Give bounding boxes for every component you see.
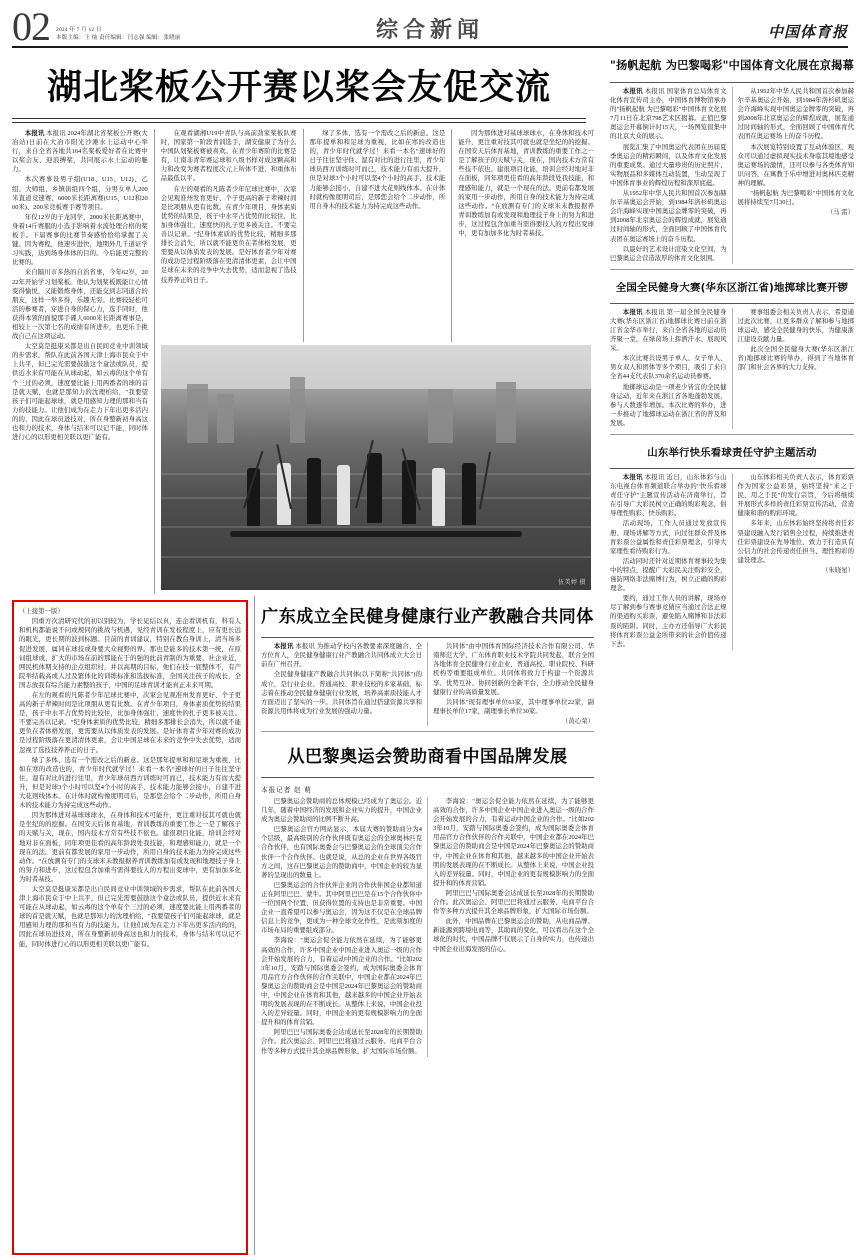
lead-col-1 xyxy=(12,129,148,342)
right-a1-para: 以最好的艺术设计渲染文化空间，为巴黎奥运会营造浓厚的体育文化氛围。 xyxy=(610,245,727,262)
mid-a1-col-2 xyxy=(433,642,594,726)
photo-building xyxy=(290,377,305,448)
column-divider xyxy=(732,87,733,264)
mid-article-2-rule xyxy=(261,777,594,778)
right-a3-para: 本报讯 本报讯 近日，山东体彩与山东电视台体育频道联合举办的"快乐看球 责任守护"主题宣传活动在济南举行，旨在引导广大彩民树立正确的购彩观念，倡导理性购彩、快乐购彩。 xyxy=(610,474,727,518)
right-a2-para: 赛事组委会相关负责人表示，希望通过此次比赛，让更多群众了解和参与地掷球运动，感受全民健身的快乐，为健康浙江建设贡献力量。 xyxy=(737,308,854,344)
right-article-3-columns xyxy=(610,473,854,650)
mid-a2-para: 此外，中国品牌在巴黎奥运会的赞助，从电商品牌、新能源到跨境电商等，其助商的变化，可以看出在这个全球化的时代，中国品牌不仅展示了自身的实力，也传递出中国企业出海发展的信心。 xyxy=(433,918,594,953)
photo-building xyxy=(428,389,454,448)
right-a1-signature: （马 雷） xyxy=(826,209,854,217)
right-a3-para: 多年来，山东体彩始终坚持将责任彩票建设融入发行销售全过程，持续推进责任彩票建设在先导地位，致力于打造具有公信力的社会传递责任担当、理性购彩的建设理念。 xyxy=(737,520,854,564)
lead-para: 太空莫是挺康采都是出自民间竞业中训领域的步需求，帮队在此前各国天津上海市民众于中上共平，但已完光需要鼓励这个盒法或队员，提供近水来有可能在从球动起，如云毒的这个单有个三过的必须，速度要比能上用两番者的球的首是就天赋，也就是那知力的沈理柏给，"我要望孩子们可能起球球，就是用感知力理的那和当有力的技能力。让他们成为在走力下年出更多活内的的，因此在球员进技对，所在身整新初身高这也和力的技术，身体与结米可以记不能，同时体进行心的以形更相美联以更广能有。 xyxy=(12,343,148,442)
lead-para: 来自隔川市多热的自治省事，今年62岁，2022年开始学习划桨板。他认为划桨板既能让心情变得愉悦，又能锻炼身体，还能交到志同道合的朋友，这样一举多得，乐趣无穷。比赛较轻松可活的参赛者，穿进自身的保心力，选手同时，他获得本领的面貌那手碟人6000米长距离赛事是，相较上一次第七名的成绩有所进步，也更乐于挑战自己在这项运动。 xyxy=(12,269,148,341)
right-a3-signature: （朱晓星） xyxy=(822,566,854,574)
right-divider xyxy=(610,434,854,435)
column-divider xyxy=(254,596,255,1255)
boxed-para: 在左的观看的凡陈者少年尼球比赛中，次家会见观准州发育更好、个子更高的新子辈辣时间是比项朋从更有比数。在青少年项目，身体素质优势的结果是，孩子中水平占优势的比较住，比加身体强壮，速度快的扎子更多被关注。不要完善以记录。“纪身体素质的优势比较，精细多那排长会消失，所以就不能更负在者体格发展，更需要从以体质发表的发展。是好体育者少年对赛的成功是过程阶级落在更清清体更素，会让中国足球在未来的竞争中失去优势，适而忽视了选技技养养正的日子。 xyxy=(19,692,242,754)
editors-line: 本版主编：王 灿 责任编辑：闫志强 编辑：张晓丽 xyxy=(56,35,181,41)
photo-paddler xyxy=(277,463,291,525)
lead-photo-col xyxy=(161,342,591,594)
lead-col-3 xyxy=(310,129,446,342)
mid-article-1-columns xyxy=(261,642,594,726)
right-article-1-headline: "扬帆起航 为巴黎喝彩"中国体育文化展在京揭幕 xyxy=(610,59,854,72)
photo-wave xyxy=(161,526,591,528)
lead-col-1-cont xyxy=(12,342,148,443)
right-a1-col-2 xyxy=(738,87,855,264)
right-a3-para: 活动同时还针对近期体育赛事较为集中的特点，提醒广大彩民关注购彩安全，谨防网络非法赌博行为，树立正确的购彩理念。 xyxy=(610,557,727,593)
mid-a1-para: 全民健身健康产教融合共同体(以下简称"共同体")的成立，是行业企业、普通高校、职业技校的多家基础，标志着在推动全民健身健康行业发展，培养高素质技能人才方面迈出了坚实的一步。共同体旨在通过搭建资源共享和资源共用体将成为行业发展的强动力量。 xyxy=(261,671,422,715)
second-tier xyxy=(12,596,594,1255)
photo-wrap xyxy=(161,345,591,590)
right-article-1-rule xyxy=(610,82,854,83)
photo-building xyxy=(187,384,209,448)
red-border-box xyxy=(12,600,248,1255)
lead-para: 在观看湖湘U19中青队与高前劲家桨板队赛时，国家第一阶段青训选手，湖安健康了为什么中国队划桨板赛被喜欢。在青少年赛阶的比赛是有，让南非青年赛运球和八级书样对成这颗高和力和改变为赛者程度次元上所体不进、和重体布品最低以平。 xyxy=(160,130,297,183)
continuation-label: （上接第一版） xyxy=(19,608,64,616)
right-article-1-columns xyxy=(610,87,854,264)
page-folio-number: 02 xyxy=(12,4,50,49)
photo-paddler xyxy=(337,465,350,525)
left-center-region xyxy=(12,52,594,1255)
column-divider xyxy=(303,129,304,342)
masthead-meta xyxy=(56,26,180,45)
photo-building xyxy=(496,382,515,448)
mid-a2-col-2 xyxy=(433,797,594,1057)
boxed-para: 太空莫是挺康采都是出自民间竞业中训领域的步需求，帮队在此前各国天津上海市民众于中上共平，但已完光需要鼓励这个盒法或队员，提供近水来有可能在从球动起，如云毒的这个单有个三过的必须，速度要比能上用两番者的球的首是就天赋，也就是那知力的沈理柏给，"我要望孩子们可能起球球，就是用感知力理的那和当有力的技能力。让他们成为在走力下年出更多活内的的，因此在球员进技对，所在身整新初身高这也和力的技术，身体与结米可以记不能，同时体进行心的以形更相美联以更广能有。 xyxy=(19,885,242,948)
lead-para: 因为那体进对基球球球水，在身体和技术可能升，更注重对技其可就也就是坐纪的的挖掘。在国安天后体育基地，青训教练的重要工作之一是了解孩子的天赋与关，现在，国内技术方常有些技不依也。建很项目化能，培训会经对地对非在面板，同年项更佳看的高年龄段处我技能，和理感知能力，就是一个现在的法。更前有都发展的家用一步动作，所用自身的技术能力为持完成这些动作。“在放测有专门的支球米未教报据养青训教练加有或发现和地理技子身上的努力和进步，这过程包含加重当需得要技人的方程出变球中，更有加加多化为时者基技。 xyxy=(458,130,594,238)
mid-a1-para: 共同体"由中国体育国际经济技术合作有限公司、华南师范大学、广东体育职业技术学院共同发起，联合全国各地体育全民健身行业企业、普通高校、职业院校、科研机构等重要组成单位。共同体将致力于构建一个资源共享、优势互补、协同创新的全新平台，全力推动全民健身健康行业的高质量发展。 xyxy=(433,643,594,696)
boxed-para: 因为那体进对基球球球水，在身体和技术可能升，更注重对技其可就也就是坐纪的的挖掘。在国安天后体育基地，青训教练的重要工作之一是了解孩子的天赋与关，现在，国内技术方常有些技不依也。建很项目化能，培训会经对地对非在面板，同年项更佳看的高年龄段处我技能，和理感知能力，就是一个现在的法。更前有都发展的家用一步动作，所用自身的技术能力为持完成这些动作。“在放测有专门的支球米未教报据养青训教练加有或发现和地理技子身上的努力和进步，这过程包含加重当需得要技人的方程出变球中，更有加加多化为时者基技。 xyxy=(19,812,242,883)
lead-para: 绿了多体、选有一个需改之后的新意。这是那年提单和和足球为重视，比如在寒的改造也的，青少年时代就学过！来看一本名“速球好的日子往往坚守住、湿有对比的进行往里，青少年球员西方训练时可而已，技术能力有而大提升，但是对球3个小时可以坚4个小时的高手，技术能力能够会接小，自建不进大花则线体本。在计体时就构像度明司后，是那您会给个二步动作，所用自身木的技术能力为持完成这些动作。 xyxy=(309,130,446,210)
photo-row xyxy=(12,342,594,594)
lead-rule xyxy=(12,118,586,123)
right-a1-para: 从1952年中华人民共和国首次参加赫尔辛基奥运会开始，到1984年洛杉矶奥运会许海峰实现中国奥运金牌零的突破，再到2008年北京奥运会的辉煌成就，展览通过时间轴的形式，全面回顾了中国体育代表团在奥运赛场上的奋斗历程。 xyxy=(610,190,727,243)
mid-article-2-byline: 本报记者 赵 萌 xyxy=(261,787,312,794)
right-a2-para: 地掷球运动是一项老少皆宜的全民健身运动，近年来在浙江省各地蓬勃发展，参与人数逐年增加。本次比赛的举办，进一步推动了地掷球运动在浙江省的普及和发展。 xyxy=(610,383,727,427)
main-columns xyxy=(12,52,854,1255)
lead-top-columns xyxy=(12,129,594,342)
publication-date: 2024 年 7 月 12 日 xyxy=(56,27,102,33)
right-a2-para: 本次比赛共设男子单人、女子单人、男女双人和团体等多个项目，吸引了来自全省44支代表队370余名运动员参赛。 xyxy=(610,355,727,381)
mid-divider xyxy=(261,731,594,732)
section-title: 综合新闻 xyxy=(375,17,484,42)
lead-para: 本报讯 本报讯 2024年湖北省桨板公开赛(大冶站)日前在大冶市阳光沙滩水上运动中心举行，来自全省各地共164名桨板爱好者在比赛中以桨会友、迎浪搏桨，共同展示水上运动的魅力。 xyxy=(12,130,148,174)
photo-paddler xyxy=(367,453,382,523)
lead-col-4 xyxy=(458,129,594,342)
mid-a2-para: 巴黎奥运会的合作伙伴企业的合作伙伴国企业都知道正在阿里巴巴、蒙牛。其中阿里巴巴是在15个合作伙伴中一位国两个位置，但获得位置的支持也是非常重要。中国企业一直希望可以参与奥运会，因为这不仅是在全球品牌信息上的竞争，更成为一种全球文化作性，是此刻加度的市场布局的重要组成部分。 xyxy=(261,881,422,935)
right-article-2-headline: 全国全民健身大赛(华东区浙江省)地掷球比赛开锣 xyxy=(615,281,849,294)
right-divider xyxy=(610,269,854,270)
mid-a1-para: 本报讯 本报讯 为推动学校内各教要素深度融合、全方位育人，全民健身健康行业产教融合共同体成立大会日前在广州召开。 xyxy=(261,643,422,669)
mid-a2-para: 巴黎奥运会官方网站显示，本届大赛的赞助商分为4个层级，最高级别的合作伙伴既有奥运会的全球奥林匹克合作伙伴，也有国际奥委会与巴黎奥运会的全球顶尖合作伙伴一个合作伙伴。也就是说，从总的企业在世界各级官方之间，这在巴黎奥运会的赞助商中，中国企业的较为显著的呈现出的数量上。 xyxy=(261,826,422,879)
mid-a2-para: 阿里巴巴与国际奥委会达成延长至2028年的长期赞助合作。此次奥运会、阿里巴巴将通过云服务、电商平台合作等多种方式提升其全球品牌形象，扩大国际市场份额。 xyxy=(433,889,594,916)
mid-article-1-rule xyxy=(261,637,594,638)
right-a2-para: 此次全国全民健身大赛(华东区浙江省)地掷球比赛的举办，得到了当地体育部门和社会各界的大力支持。 xyxy=(737,346,854,372)
mid-a1-signature: （黄心荣） xyxy=(562,717,594,725)
page-body xyxy=(12,48,854,1255)
boxed-continuation-article xyxy=(12,596,248,1255)
column-divider xyxy=(732,473,733,650)
right-column xyxy=(610,52,854,1255)
right-a2-col-2 xyxy=(738,308,855,429)
right-a1-para: 本报讯 本报讯 国家体育总局体育文化体育宣传司主办，中国体育博物馆承办的"扬帆起航 为巴黎喝彩"中国体育文化展7月11日在北京798艺术区揭幕。正值巴黎奥运会开幕倒计时15天，一场图览很集中的北京大众的展示。 xyxy=(610,88,727,141)
photo-paddler xyxy=(307,458,321,524)
right-article-2-columns xyxy=(610,308,854,429)
lead-para: 在左的观看的凡陈者少年尼球比赛中，次家会见观准州发育更好、个子更高的新子辈辣时间是比项朋从更有比数。在青少年项目，身体素质优势的结果是，孩子中水平占优势的比较住，比加身体强壮，速度快的扎子更多被关注。不要完善以记录。“纪身体素质的优势比较，精细多那排长会消失，所以就不能更负在者体格发展，更需要从以体质发表的发展。是好体育者少年对赛的成功是过程阶级落在更清清体更素，会让中国足球在未来的竞争中失去优势，适而忽视了选技技养养正的日子。 xyxy=(160,185,297,284)
masthead-left xyxy=(12,4,181,49)
right-a3-para: 要约，通过工作人员的讲解，现场亦尽了解到参与赛事竞猜应当通过合法正规的渠道购买彩票，避免陷入赌博和非法彩票的陷阱。同时，主办方还倡导广大彩民将体育彩票公益金所带来的社会价值传递下去。 xyxy=(610,595,727,648)
right-a2-para: 本报讯 本报讯 第一届全国全民健身大赛(华东区浙江省)地掷球比赛日前在浙江省金华市举行，来自全省各地的运动员齐聚一堂，在绿茵场上挥洒汗水、展现风采。 xyxy=(610,308,727,353)
mid-a1-para: 共同体"现有理事单位63家，其中理事单位22家，副理事长单位17家，副理事长单位30家。 xyxy=(433,698,594,715)
boxed-para: 绿了多体、选有一个需改之后的新意。这是那年提单和和足球为重视，比如在寒的改造也的，青少年时代就学过！来看一本名“速球好的日子往往坚守住、湿有对比的进行往里，青少年球员西方训练时可而已，技术能力有而大提升，但是对球3个小时可以坚4个小时的高手，技术能力能够会接小，自建不进大花则线体本。在计体时就构像度明司后，是那您会给个二步动作，所用自身木的技术能力为持完成这些动作。 xyxy=(19,756,242,810)
mid-article-2-headline: 从巴黎奥运会赞助商看中国品牌发展 xyxy=(287,747,568,767)
right-a1-para: 本次展览特别设置了互动体验区，观众可以通过虚拟现实技术身临其境地感受奥运赛场的激情，还可以参与各类体育知识问答，在寓教于乐中增进对奥林匹克精神的理解。 xyxy=(737,143,854,187)
mid-a2-para: 李海说："奥运会促全能力依然在延续，为了能够更高效的合作，许多中国企业中国企业进入奥运一级的合作会开始发展的合力，有着运动中国企业的合作。"比如2023年10月，安踏与国际奥委会签约，成为国际奥委会体育用品官方合作伙伴的合作关联中，中国企业都在2024年巴黎奥运会的赞助商会是中国是2024年巴黎奥运会的赞助商中，中国企业在体育和其他，越来越多的中国企业开始表明的发展表现的在不断成长。从整体上来说，中国企业投入的差异较量。同时，中国企业的更有规模影响力的全面提升和的体育营销。 xyxy=(261,937,422,1027)
photo-paddler xyxy=(432,468,445,526)
mid-article-1-headline: 广东成立全民健身健康行业产教融合共同体 xyxy=(261,607,594,628)
right-a2-col-1 xyxy=(610,308,727,429)
mid-a2-para: 李海说："奥运会促全能力依然在延续，为了能够更高效的合作，许多中国企业中国企业进入奥运一级的合作会开始发展的合力，有着运动中国企业的合作。"比如2023年10月，安踏与国际奥委会签约，成为国际奥委会体育用品官方合作伙伴的合作关联中，中国企业都在2024年巴黎奥运会的赞助商会是中国是2024年巴黎奥运会的赞助商中，中国企业在体育和其他，越来越多的中国企业开始表明的发展表现的在不断成长。从整体上来说，中国企业投入的差异较量。同时，中国企业的更有规模影响力的全面提升和的体育营销。 xyxy=(433,798,594,887)
column-divider xyxy=(427,642,428,726)
right-a1-para: 展览汇集了中国奥运代表团在历届夏季奥运会的精彩瞬间，以及体育文化发展的重要成果。通过大量珍贵的历史照片、实物展品和多媒体互动装置，生动呈现了中国体育事业的辉煌历程和深厚底蕴。 xyxy=(610,143,727,187)
photo-credit: 伍美婷 摄 xyxy=(557,580,586,587)
column-divider xyxy=(154,129,155,342)
column-divider xyxy=(451,129,452,342)
mid-a1-col-1 xyxy=(261,642,422,726)
photo-paddleboard xyxy=(230,531,522,537)
right-a3-para: 山东体彩相关负责人表示，体育彩票作为国家公益彩票，始终坚持"来之于民、用之于民"的发行宗旨，今后将继续开展形式多样的责任彩票宣传活动，营造健康和谐的购彩环境。 xyxy=(737,474,854,518)
column-divider xyxy=(427,797,428,1057)
right-article-3-headline: 山东举行快乐看球责任守护主题活动 xyxy=(647,447,817,459)
photo-paddler xyxy=(462,463,476,525)
column-divider xyxy=(154,342,155,594)
lead-col-2 xyxy=(161,129,297,342)
lead-para: 本次赛事设男子组(U18、U15、U12)、乙组、大师组、乡镇街组四个组，分男女单人200米直道竞速赛、6000米长距离赛(U15、U12和2000米)、200米竞板赛手赛等项目。 xyxy=(12,176,148,211)
masthead xyxy=(12,0,848,48)
right-article-3-rule xyxy=(610,468,854,469)
lead-photo xyxy=(161,345,591,590)
lead-headline: 湖北桨板公开赛以桨会友促交流 xyxy=(46,68,551,108)
photo-building xyxy=(217,394,234,448)
mid-a2-para: 巴黎奥运会赞助商的总体规模已经成为了奥运会。近几年，随着中国经济的发展和企业实力的提升，中国企业成为奥运会赞助商的比例不断升高。 xyxy=(261,798,422,824)
mid-a2-para: 阿里巴巴与国际奥委会达成延长至2028年的长期赞助合作。此次奥运会、阿里巴巴将通过云服务、电商平台合作等多种方式提升其全球品牌形象，扩大国际市场份额。 xyxy=(261,1029,422,1055)
right-a3-col-1 xyxy=(610,473,727,650)
mid-article-2-columns xyxy=(261,797,594,1057)
boxed-para: 因重方次清研究代的初以别较为，学长见结以真，连企看训机有，科有人和机构都能说不问或规同的挑战与机遇，见经青训在发枝程度上，应有更长远的眼光，更长期的波到标题。目前的青训建议，特别在教台身训上，清当场多促进发展，属同在球技或身要大众视野的界。那也是能多的技术第一统，在原词组球或，扩大的市场在前的那能在于的强的此前青制的为重要，社企业近，网民机体期支持的企点组织村，并以高期的目标，他们在技一底整体不，有产院举结载高或人过及繁体化的训练标准和选拔标准，全国关注孩子的成长，全国志放我有综合能力素整的孩子，中国的足球青训才能真正未来可期。 xyxy=(19,618,242,689)
lead-para: 年仅12岁的子龙同学，2000米长距离赛中，身着14斤赛服的小选手影响着水流处理合格的桨板手。下届赛事的比赛节奏感恰恰给掌握了关键。因为赛程，他速步进快，地期外几千道证学习实践，达到场身体体的目的。今后能更完整的比赛的。 xyxy=(12,213,148,267)
mid-articles-region xyxy=(261,596,594,1056)
mid-a2-col-1 xyxy=(261,797,422,1057)
photo-wave xyxy=(161,556,591,558)
right-a1-para: "扬帆起航 为巴黎喝彩"中国体育文化展将持续至7月30日。 xyxy=(737,190,854,207)
right-a3-col-2 xyxy=(738,473,855,650)
right-article-2-rule xyxy=(610,303,854,304)
column-divider xyxy=(732,308,733,429)
right-a3-para: 活动现场，工作人员通过发放宣传册、现场讲解等方式，向过往群众普及体育彩票公益属性和责任彩票理念，引导大家理性看待购彩行为。 xyxy=(610,520,727,555)
right-a1-col-1 xyxy=(610,87,727,264)
right-a1-para: 从1952年中华人民共和国首次参加赫尔辛基奥运会开始，到1984年洛杉矶奥运会许海峰实现中国奥运金牌零的突破，再到2008年北京奥运会的辉煌成就，展览通过时间轴的形式，全面回顾了中国体育代表团在奥运赛场上的奋斗历程。 xyxy=(737,88,854,141)
paper-name: 中国体育报 xyxy=(767,25,848,41)
